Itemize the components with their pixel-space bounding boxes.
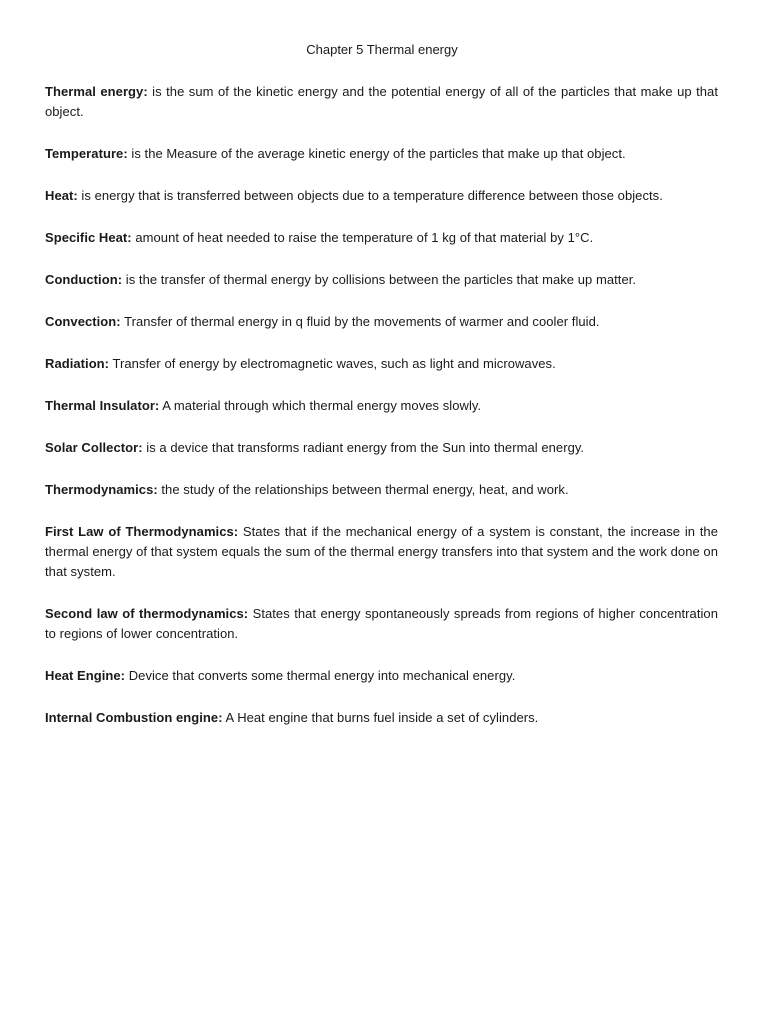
definition-heat-engine: [45, 666, 718, 686]
definition-text: Transfer of thermal energy in q fluid by the movements of warmer and cooler fluid.: [120, 314, 600, 329]
definition-first-law: [45, 522, 718, 582]
definition-temperature: [45, 144, 718, 164]
definition-specific-heat: [45, 228, 718, 248]
definition-term: Second law of thermodynamics:: [45, 606, 249, 621]
definition-text: States that if the mechanical energy of a system is constant, the increase in the thermal energy of that system equals the sum of the thermal energy transfers into that system and the work done on that system.: [45, 524, 718, 579]
definition-thermal-energy: [45, 82, 718, 122]
definitions-list: [45, 82, 718, 750]
definition-solar-collector: [45, 438, 718, 458]
document-title: Chapter 5 Thermal energy: [306, 42, 458, 57]
definition-term: First Law of Thermodynamics:: [45, 524, 239, 539]
definition-text: is the transfer of thermal energy by collisions between the particles that make up matter.: [122, 272, 637, 287]
definition-thermal-insulator: [45, 396, 718, 416]
definition-internal-combustion-engine: [45, 708, 718, 728]
definition-term: Heat:: [45, 188, 78, 203]
definition-term: Radiation:: [45, 356, 110, 371]
definition-term: Specific Heat:: [45, 230, 132, 245]
definition-conduction: [45, 270, 718, 290]
definition-term: Temperature:: [45, 146, 128, 161]
definition-term: Solar Collector:: [45, 440, 143, 455]
definition-second-law: [45, 604, 718, 644]
definition-radiation: [45, 354, 718, 374]
definition-text: A material through which thermal energy moves slowly.: [159, 398, 482, 413]
definition-text: is the Measure of the average kinetic energy of the particles that make up that object.: [127, 146, 626, 161]
definition-term: Thermodynamics:: [45, 482, 158, 497]
definition-text: Device that converts some thermal energy into mechanical energy.: [125, 668, 516, 683]
definition-term: Conduction:: [45, 272, 123, 287]
definition-text: Transfer of energy by electromagnetic waves, such as light and microwaves.: [109, 356, 556, 371]
definition-heat: [45, 186, 718, 206]
definition-text: States that energy spontaneously spreads from regions of higher concentration to regions of lower concentration.: [45, 606, 718, 641]
definition-text: is the sum of the kinetic energy and the potential energy of all of the particles that make up that object.: [45, 84, 718, 119]
definition-convection: [45, 312, 718, 332]
definition-term: Thermal Insulator:: [45, 398, 160, 413]
definition-text: A Heat engine that burns fuel inside a set of cylinders.: [222, 710, 539, 725]
definition-term: Thermal energy:: [45, 84, 148, 99]
definition-text: amount of heat needed to raise the temperature of 1 kg of that material by 1°C.: [131, 230, 594, 245]
definition-term: Heat Engine:: [45, 668, 126, 683]
definition-text: the study of the relationships between thermal energy, heat, and work.: [157, 482, 569, 497]
definition-text: is a device that transforms radiant energy from the Sun into thermal energy.: [142, 440, 585, 455]
definition-term: Convection:: [45, 314, 121, 329]
definition-term: Internal Combustion engine:: [45, 710, 223, 725]
definition-thermodynamics: [45, 480, 718, 500]
definition-text: is energy that is transferred between objects due to a temperature difference between those objects.: [77, 188, 663, 203]
